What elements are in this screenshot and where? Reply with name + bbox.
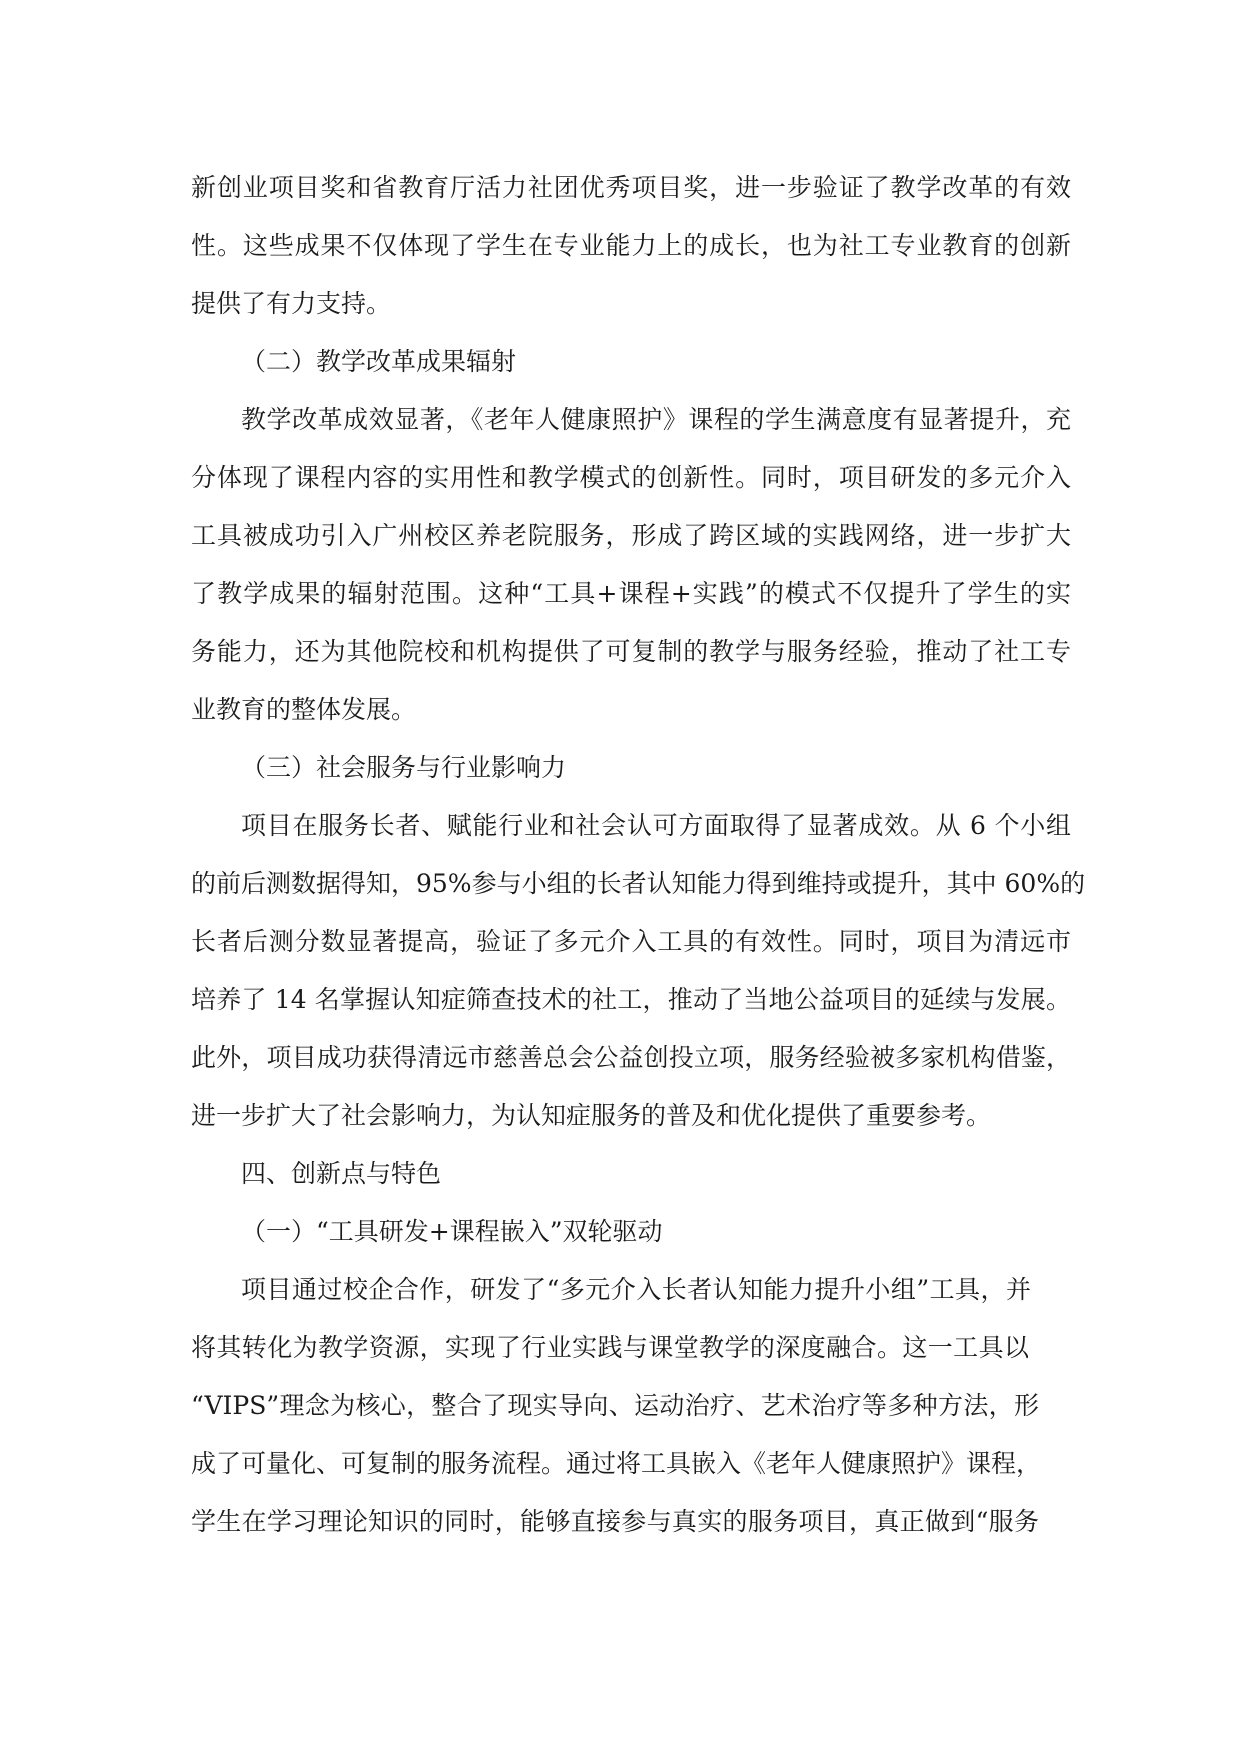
section-heading: （一）“工具研发+课程嵌入”双轮驱动 xyxy=(241,1217,663,1246)
text-line: 业教育的整体发展。 xyxy=(191,695,417,724)
text-line: 性。这些成果不仅体现了学生在专业能力上的成长，也为社工专业教育的创新 xyxy=(191,231,1071,260)
text-line: 的前后测数据得知，95%参与小组的长者认知能力得到维持或提升，其中 60%的 xyxy=(191,869,1086,898)
text-line: 分体现了课程内容的实用性和教学模式的创新性。同时，项目研发的多元介入 xyxy=(191,463,1071,492)
text-line: 长者后测分数显著提高，验证了多元介入工具的有效性。同时，项目为清远市 xyxy=(191,927,1071,956)
text-line: 培养了 14 名掌握认知症筛查技术的社工，推动了当地公益项目的延续与发展。 xyxy=(191,985,1071,1014)
text-line: 务能力，还为其他院校和机构提供了可复制的教学与服务经验，推动了社工专 xyxy=(191,637,1071,666)
text-line: 进一步扩大了社会影响力，为认知症服务的普及和优化提供了重要参考。 xyxy=(191,1101,992,1130)
text-line: 提供了有力支持。 xyxy=(191,289,392,318)
text-line: 工具被成功引入广州校区养老院服务，形成了跨区域的实践网络，进一步扩大 xyxy=(191,521,1071,550)
text-line: 项目在服务长者、赋能行业和社会认可方面取得了显著成效。从 6 个小组 xyxy=(241,811,1071,840)
text-line: 新创业项目奖和省教育厅活力社团优秀项目奖，进一步验证了教学改革的有效 xyxy=(191,173,1071,202)
section-heading: （二）教学改革成果辐射 xyxy=(241,347,517,376)
text-line: 项目通过校企合作，研发了“多元介入长者认知能力提升小组”工具，并 xyxy=(241,1275,1031,1304)
text-line: 此外，项目成功获得清远市慈善总会公益创投立项，服务经验被多家机构借鉴， xyxy=(191,1043,1071,1072)
text-line: “VIPS”理念为核心，整合了现实导向、运动治疗、艺术治疗等多种方法，形 xyxy=(191,1391,1039,1420)
text-line: 了教学成果的辐射范围。这种“工具+课程+实践”的模式不仅提升了学生的实 xyxy=(191,579,1071,608)
text-line: 教学改革成效显著，《老年人健康照护》课程的学生满意度有显著提升，充 xyxy=(241,405,1071,434)
text-line: 学生在学习理论知识的同时，能够直接参与真实的服务项目，真正做到“服务 xyxy=(191,1507,1039,1536)
chapter-heading: 四、创新点与特色 xyxy=(241,1159,442,1188)
section-heading: （三）社会服务与行业影响力 xyxy=(241,753,567,782)
text-line: 将其转化为教学资源，实现了行业实践与课堂教学的深度融合。这一工具以 xyxy=(191,1333,1029,1362)
text-line: 成了可量化、可复制的服务流程。通过将工具嵌入《老年人健康照护》课程， xyxy=(191,1449,1042,1478)
